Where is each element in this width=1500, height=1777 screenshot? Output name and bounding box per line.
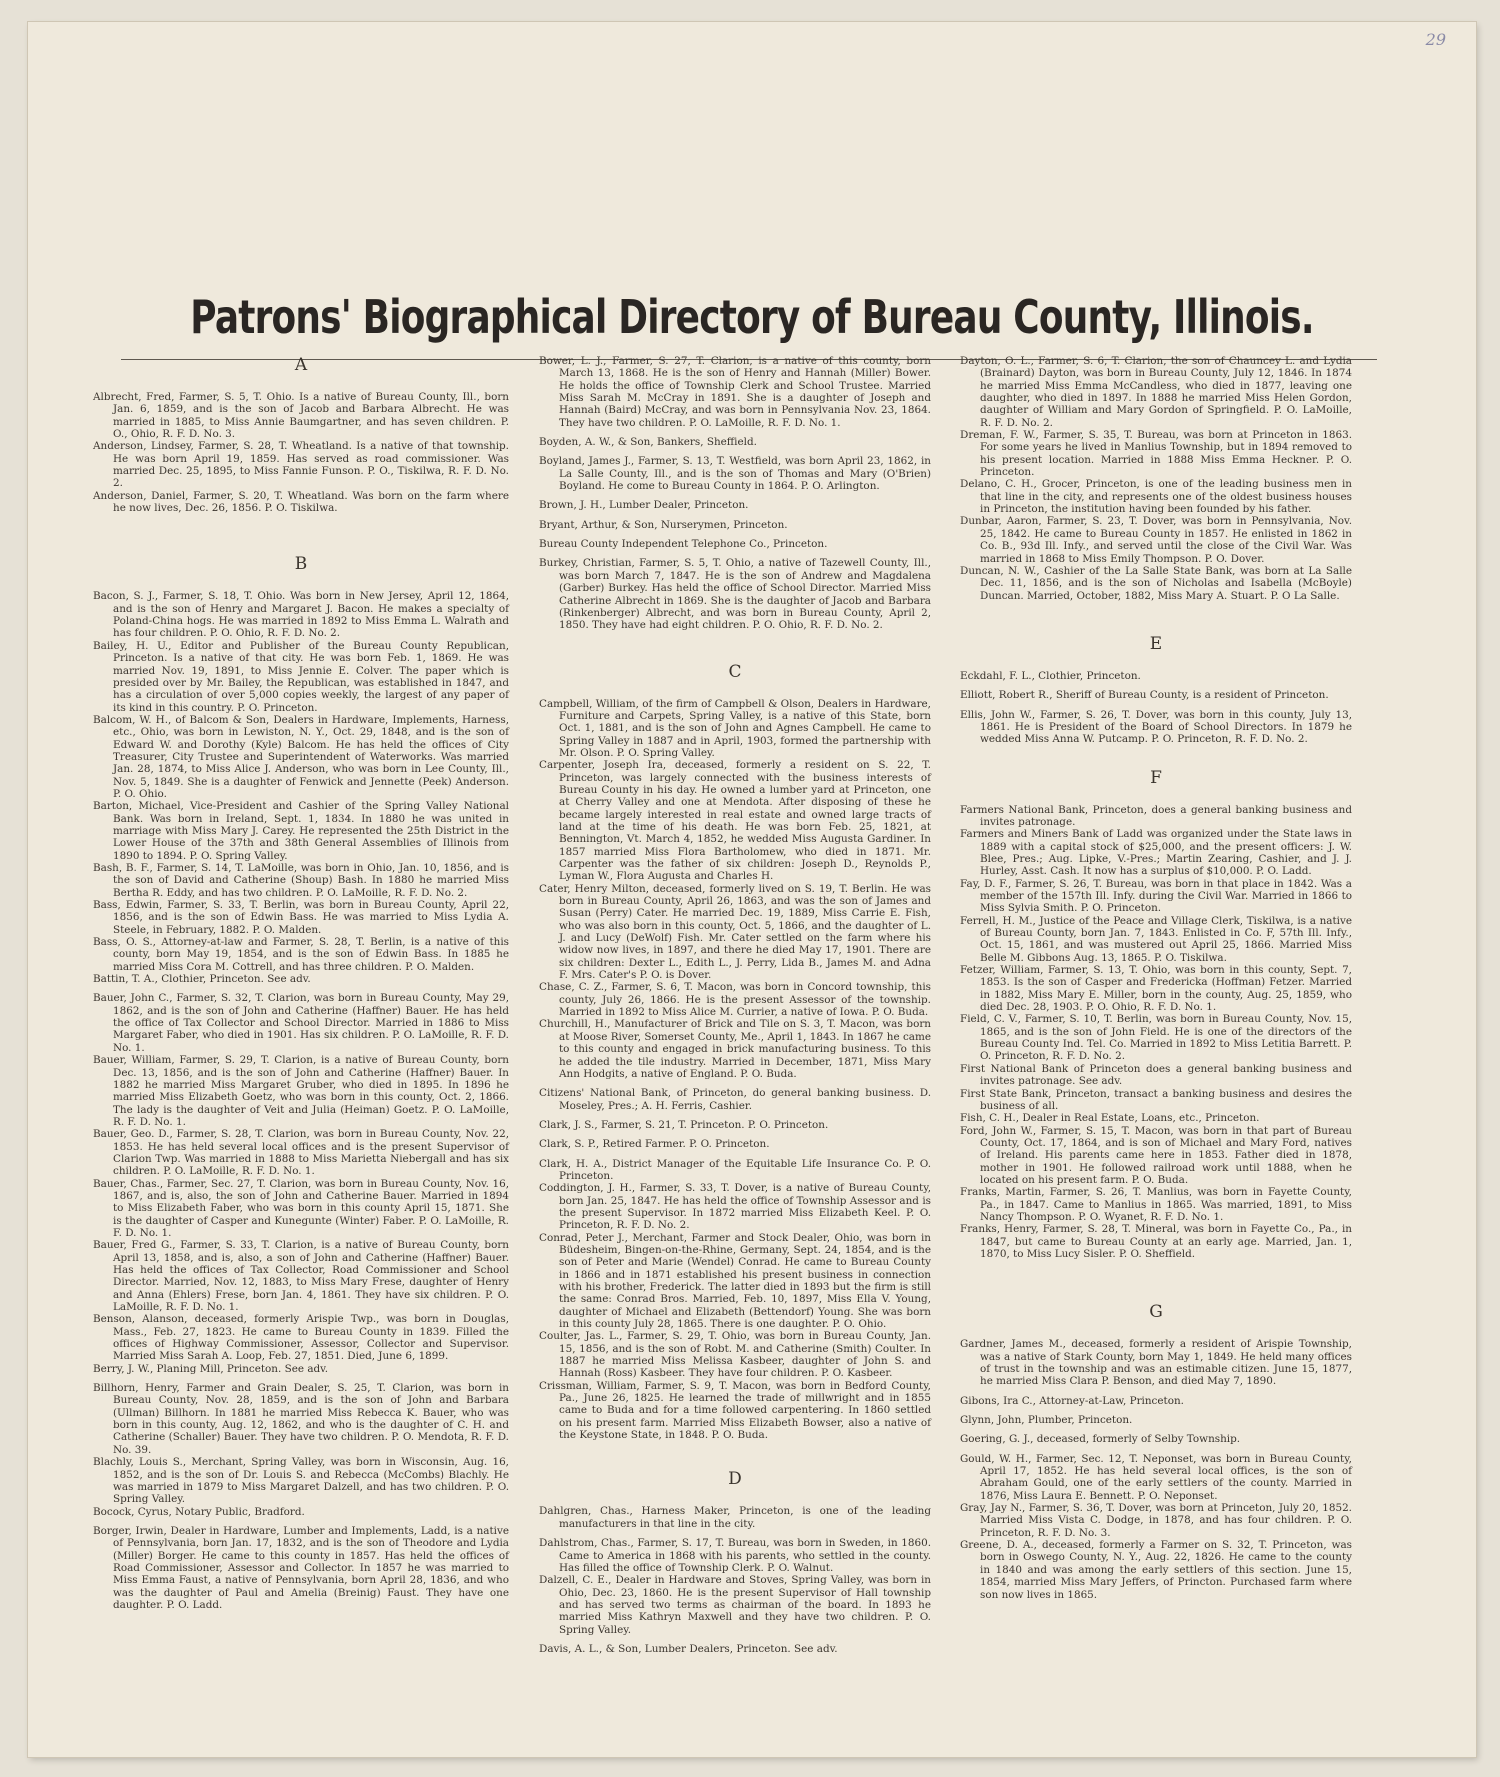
directory-entry: Ferrell, H. M., Justice of the Peace and Village Clerk, Tiskilwa, is a native of Bureau County, born Jan. 7, 1843. Enlisted in Co. F, 57th Ill. Infy., Oct. 15, 1861, and was mustered out April 25, 1866. Married Miss Belle M. Gibbons Aug. 13, 1865. P. O. Tiskilwa. <box>960 914 1352 964</box>
directory-entry: Glynn, John, Plumber, Princeton. <box>960 1414 1133 1427</box>
directory-entry: Bauer, William, Farmer, S. 29, T. Clarion, is a native of Bureau County, born Dec. 13, 1856, and is the son of John and Catherine (Haffner) Bauer. In 1882 he married Miss Margaret Gruber, who died in 1895. In 1896 he married Miss Elizabeth Goetz, who was born in this county, Oct. 2, 1866. The lady is the daughter of Veit and Julia (Heiman) Goetz. P. O. LaMoille, R. F. D. No. 1. <box>93 1054 509 1128</box>
directory-entry: Delano, C. H., Grocer, Princeton, is one of the leading business men in that line in the city, and represents one of the oldest business houses in Princeton, the institution having been founded by his father. <box>960 478 1352 516</box>
directory-entry: First State Bank, Princeton, transact a banking business and desires the business of all. <box>960 1087 1352 1112</box>
directory-section <box>960 768 1352 1261</box>
directory-entry: Coddington, J. H., Farmer, S. 33, T. Dover, is a native of Bureau County, born Jan. 25, 1847. He has held the office of Township Assessor and is the present Supervisor. In 1872 married Miss Elizabeth Keel. P. O. Princeton, R. F. D. No. 2. <box>539 1182 931 1232</box>
directory-entry: Battin, T. A., Clothier, Princeton. See adv. <box>93 973 311 986</box>
section-letter: G <box>1149 1302 1163 1323</box>
directory-entry: Bass, O. S., Attorney-at-law and Farmer, S. 28, T. Berlin, is a native of this county, born May 19, 1854, and is the son of Edwin Bass. In 1885 he married Miss Cora M. Cottrell, and has three children. P. O. Malden. <box>93 936 509 973</box>
directory-entry: Churchill, H., Manufacturer of Brick and Tile on S. 3, T. Macon, was born at Moose River, Somerset County, Me., April 1, 1843. In 1867 he came to this county and engaged in brick manufacturing business. To this he added the tile industry. Married in December, 1871, Miss Mary Ann Hodgits, a native of England. P. O. Buda. <box>539 1018 931 1080</box>
directory-entry: Boyden, A. W., & Son, Bankers, Sheffield. <box>539 436 757 449</box>
directory-entry: Berry, J. W., Planing Mill, Princeton. See adv. <box>93 1362 329 1375</box>
directory-entry: Ellis, John W., Farmer, S. 26, T. Dover, was born in this county, July 13, 1861. He is President of the Board of School Directors. In 1879 he wedded Miss Anna W. Putcamp. P. O. Princeton, R. F. D. No. 2. <box>960 708 1352 746</box>
directory-entry: Brown, J. H., Lumber Dealer, Princeton. <box>539 499 749 512</box>
directory-entry: Farmers National Bank, Princeton, does a general banking business and invites patronage. <box>960 803 1352 828</box>
directory-entry: Anderson, Daniel, Farmer, S. 20, T. Wheatland. Was born on the farm where he now lives, Dec. 26, 1856. P. O. Tiskilwa. <box>93 489 509 515</box>
directory-entry: Clark, J. S., Farmer, S. 21, T. Princeton. P. O. Princeton. <box>539 1118 829 1131</box>
directory-entry: Dahlstrom, Chas., Farmer, S. 17, T. Bureau, was born in Sweden, in 1860. Came to America in 1868 with his parents, who settled in the county. Has filled the office of Township Clerk. P. O. Walnut. <box>539 1537 931 1574</box>
directory-entry: Chase, C. Z., Farmer, S. 6, T. Macon, was born in Concord township, this county, July 26, 1866. He is the present Assessor of the township. Married in 1892 to Miss Alice M. Currier, a native of Iowa. P. O. Buda. <box>539 981 931 1019</box>
directory-section <box>960 634 1352 746</box>
section-letter: B <box>294 554 308 575</box>
directory-section <box>93 355 509 514</box>
directory-entry: Gibons, Ira C., Attorney-at-Law, Princeton. <box>960 1394 1184 1407</box>
directory-entry: Conrad, Peter J., Merchant, Farmer and Stock Dealer, Ohio, was born in Büdesheim, Bingen-on-the-Rhine, Germany, Sept. 24, 1854, and is the son of Peter and Marie (Wendel) Conrad. He came to Bureau County in 1866 and in 1871 established his present business in connection with his brother, Frederick. The latter died in 1893 but the firm is still the same: Conrad Bros. Married, Feb. 10, 1897, Miss Ella V. Young, daughter of Michael and Elizabeth (Bettendorf) Young. She was born in this county July 28, 1865. There is one daughter. P. O. Ohio. <box>539 1231 931 1331</box>
directory-entry: Clark, H. A., District Manager of the Equitable Life Insurance Co. P. O. Princeton. <box>539 1157 931 1182</box>
directory-entry: Elliott, Robert R., Sheriff of Bureau County, is a resident of Princeton. <box>960 689 1329 702</box>
directory-entry: Gray, Jay N., Farmer, S. 36, T. Dover, was born at Princeton, July 20, 1852. Married Miss Vista C. Dodge, in 1878, and has four children. P. O. Princeton, R. F. D. No. 3. <box>960 1502 1352 1539</box>
directory-entry: Franks, Martin, Farmer, S. 26, T. Manlius, was born in Fayette County, Pa., in 1847. Came to Manlius in 1865. Was married, 1891, to Miss Nancy Thompson. P. O. Wyanet, R. F. D. No. 1. <box>960 1186 1352 1223</box>
directory-entry: Fish, C. H., Dealer in Real Estate, Loans, etc., Princeton. <box>960 1112 1260 1125</box>
directory-entry: Dreman, F. W., Farmer, S. 35, T. Bureau, was born at Princeton in 1863. For some years he lived in Manlius Township, but in 1894 removed to his present location. Married in 1888 Miss Emma Heckner. P. O. Princeton. <box>960 429 1352 479</box>
directory-section <box>960 1302 1352 1601</box>
directory-entry: Bower, L. J., Farmer, S. 27, T. Clarion, is a native of this county, born March 13, 1868. He is the son of Henry and Hannah (Miller) Bower. He holds the office of Township Clerk and School Trustee. Married Miss Sarah M. McCray in 1891. She is a daughter of Joseph and Hannah (Baird) McCray, and was born in Pennsylvania Nov. 23, 1864. They have two children. P. O. LaMoille, R. F. D. No. 1. <box>539 355 931 429</box>
section-letter: A <box>294 355 308 375</box>
directory-entry: Citizens' National Bank, of Princeton, do general banking business. D. Moseley, Pres.; A. H. Ferris, Cashier. <box>539 1087 931 1112</box>
directory-entry: Barton, Michael, Vice-President and Cashier of the Spring Valley National Bank. Was born in Ireland, Sept. 1, 1834. In 1880 he was united in marriage with Miss Mary J. Carey. He represented the 25th District in the Lower House of the 37th and 38th General Assemblies of Illinois from 1890 to 1894. P. O. Spring Valley. <box>93 800 509 862</box>
directory-section <box>539 355 931 632</box>
directory-entry: Bauer, John C., Farmer, S. 32, T. Clarion, was born in Bureau County, May 29, 1862, and is the son of John and Catherine (Haffner) Bauer. He has held the office of Tax Collector and School Director. Married in 1886 to Miss Margaret Faber, who died in 1901. Has six children. P. O. LaMoille, R. F. D. No. 1. <box>93 992 509 1054</box>
directory-entry: Goering, G. J., deceased, formerly of Selby Township. <box>960 1433 1241 1446</box>
directory-entry: Bryant, Arthur, & Son, Nurserymen, Princeton. <box>539 518 788 531</box>
directory-entry: Fetzer, William, Farmer, S. 13, T. Ohio, was born in this county, Sept. 7, 1853. Is the son of Casper and Fredericka (Hoffman) Fetzer. Married in 1882, Miss Mary E. Miller, born in the county, Aug. 25, 1859, who died Dec. 28, 1903. P. O. Ohio, R. F. D. No. 1. <box>960 964 1352 1014</box>
directory-entry: Bauer, Chas., Farmer, Sec. 27, T. Clarion, was born in Bureau County, Nov. 16, 1867, and is, also, the son of John and Catherine Bauer. Married in 1894 to Miss Elizabeth Faber, who was born in this county April 15, 1871. She is the daughter of Casper and Kunegunte (Winter) Faber. P. O. LaMoille, R. F. D. No. 1. <box>93 1177 509 1239</box>
directory-entry: Ford, John W., Farmer, S. 15, T. Macon, was born in that part of Bureau County, Oct. 17, 1864, and is son of Michael and Mary Ford, natives of Ireland. His parents came here in 1853. Father died in 1878, mother in 1901. He followed railroad work until 1888, when he located on his present farm. P. O. Buda. <box>960 1124 1352 1186</box>
section-letter: F <box>1150 767 1162 788</box>
directory-entry: Crissman, William, Farmer, S. 9, T. Macon, was born in Bedford County, Pa., June 26, 1825. He learned the trade of millwright and in 1855 came to Buda and for a time followed carpentering. In 1860 settled on his present farm. Married Miss Elizabeth Bowser, also a native of the Keystone State, in 1848. P. O. Buda. <box>539 1379 931 1442</box>
directory-entry: Farmers and Miners Bank of Ladd was organized under the State laws in 1889 with a capital stock of $25,000, and the present officers: J. W. Blee, Pres.; Aug. Lipke, V.-Pres.; Martin Zearing, Cashier, and J. J. Hurley, Asst. Cash. It now has a surplus of $10,000. P. O. Ladd. <box>960 828 1352 878</box>
directory-entry: Field, C. V., Farmer, S. 10, T. Berlin, was born in Bureau County, Nov. 15, 1865, and is the son of John Field. He is one of the directors of the Bureau County Ind. Tel. Co. Married in 1892 to Miss Letitia Barrett. P. O. Princeton, R. F. D. No. 2. <box>960 1013 1352 1063</box>
page-title: Patrons' Biographical Directory of Bureau County, Illinois. <box>190 290 1314 344</box>
directory-entry: Bauer, Fred G., Farmer, S. 33, T. Clarion, is a native of Bureau County, born April 13, 1858, and is, also, a son of John and Catherine (Haffner) Bauer. Has held the offices of Tax Collector, Road Commissioner and School Director. Married, Nov. 12, 1883, to Miss Mary Frese, daughter of Henry and Anna (Ehlers) Frese, born Jan. 4, 1861. They have six children. P. O. LaMoille, R. F. D. No. 1. <box>93 1239 509 1314</box>
directory-entry: Bailey, H. U., Editor and Publisher of the Bureau County Republican, Princeton. Is a native of that city. He was born Feb. 1, 1869. He was married Nov. 19, 1891, to Miss Jennie E. Colver. The paper which is presided over by Mr. Bailey, the Republican, was established in 1847, and has a circulation of over 5,000 copies weekly, the largest of any paper of its kind in this country. P. O. Princeton. <box>93 639 509 714</box>
directory-entry: Dahlgren, Chas., Harness Maker, Princeton, is one of the leading manufacturers in that line in the city. <box>539 1505 931 1530</box>
directory-entry: Benson, Alanson, deceased, formerly Arispie Twp., was born in Douglas, Mass., Feb. 27, 1823. He came to Bureau County in 1839. Filled the offices of Highway Commissioner, Assessor, Collector and Supervisor. Married Miss Sarah A. Loop, Feb. 27, 1851. Died, June 6, 1899. <box>93 1313 509 1363</box>
directory-entry: Duncan, N. W., Cashier of the La Salle State Bank, was born at La Salle Dec. 11, 1856, and is the son of Nicholas and Isabella (McBoyle) Duncan. Married, October, 1882, Miss Mary A. Stuart. P. O La Salle. <box>960 564 1352 602</box>
directory-entry: Eckdahl, F. L., Clothier, Princeton. <box>960 669 1141 682</box>
directory-entry: Bash, B. F., Farmer, S. 14, T. LaMoille, was born in Ohio, Jan. 10, 1856, and is the son of David and Catherine (Shoup) Bash. In 1880 he married Miss Bertha R. Eddy, and has two children. P. O. LaMoille, R. F. D. No. 2. <box>93 862 509 899</box>
directory-entry: Gould, W. H., Farmer, Sec. 12, T. Neponset, was born in Bureau County, April 17, 1852. He has held several local offices, is the son of Abraham Gould, one of the early settlers of the county. Married in 1876, Miss Laura E. Bennett. P. O. Neponset. <box>960 1452 1352 1502</box>
directory-column-1 <box>93 355 509 1611</box>
directory-entry: Bass, Edwin, Farmer, S. 33, T. Berlin, was born in Bureau County, April 22, 1856, and is the son of Edwin Bass. He was married to Miss Lydia A. Steele, in February, 1882. P. O. Malden. <box>93 899 509 936</box>
directory-section <box>960 355 1352 602</box>
directory-entry: Davis, A. L., & Son, Lumber Dealers, Princeton. See adv. <box>539 1642 838 1655</box>
directory-section <box>539 1469 931 1655</box>
directory-entry: Bureau County Independent Telephone Co., Princeton. <box>539 538 828 551</box>
directory-entry: Clark, S. P., Retired Farmer. P. O. Princeton. <box>539 1138 770 1151</box>
directory-entry: Blachly, Louis S., Merchant, Spring Valley, was born in Wisconsin, Aug. 16, 1852, and is the son of Dr. Louis S. and Rebecca (McCombs) Blachly. He was married in 1879 to Miss Margaret Dalzell, and has two children. P. O. Spring Valley. <box>93 1456 509 1506</box>
directory-entry: Bocock, Cyrus, Notary Public, Bradford. <box>93 1505 305 1518</box>
directory-entry: Borger, Irwin, Dealer in Hardware, Lumber and Implements, Ladd, is a native of Pennsylvania, born Jan. 17, 1832, and is the son of Theodore and Lydia (Miller) Borger. He came to this county in 1857. Has held the offices of Road Commissioner, Assessor and Collector. In 1857 he was married to Miss Emma Faust, a native of Pennsylvania, born April 28, 1836, and who was the daughter of Paul and Amelia (Breinig) Faust. They have one daughter. P. O. Ladd. <box>93 1524 509 1611</box>
section-letter: C <box>728 661 742 682</box>
section-letter: E <box>1149 633 1163 654</box>
directory-entry: Anderson, Lindsey, Farmer, S. 28, T. Wheatland. Is a native of that township. He was born April 19, 1859. Has served as road commissioner. Was married Dec. 25, 1895, to Miss Fannie Funson. P. O., Tiskilwa, R. F. D. No. 2. <box>93 440 509 490</box>
section-letter: D <box>728 1469 742 1490</box>
directory-entry: Billhorn, Henry, Farmer and Grain Dealer, S. 25, T. Clarion, was born in Bureau County, Nov. 28, 1859, and is the son of John and Barbara (Ullman) Billhorn. In 1881 he married Miss Rebecca K. Bauer, who was born in this county, Aug. 12, 1862, and who is the daughter of C. H. and Catherine (Schaller) Bauer. They have two children. P. O. Mendota, R. F. D. No. 39. <box>93 1382 509 1456</box>
directory-entry: First National Bank of Princeton does a general banking business and invites patronage. See adv. <box>960 1062 1352 1088</box>
directory-section <box>539 662 931 1442</box>
directory-entry: Dunbar, Aaron, Farmer, S. 23, T. Dover, was born in Pennsylvania, Nov. 25, 1842. He came to Bureau County in 1857. He enlisted in 1862 in Co. B., 93d Ill. Infy., and served until the close of the Civil War. Was married in 1868 to Miss Emily Thompson. P. O. Dover. <box>960 515 1352 565</box>
directory-entry: Franks, Henry, Farmer, S. 28, T. Mineral, was born in Fayette Co., Pa., in 1847, but came to Bureau County at an early age. Married, Jan. 1, 1870, to Miss Lucy Sisler. P. O. Sheffield. <box>960 1223 1352 1260</box>
directory-entry: Campbell, William, of the firm of Campbell & Olson, Dealers in Hardware, Furniture and Carpets, Spring Valley, is a native of this State, born Oct. 1, 1881, and is the son of John and Agnes Campbell. He came to Spring Valley in 1887 and in April, 1903, formed the partnership with Mr. Olson. P. O. Spring Valley. <box>539 697 931 759</box>
directory-entry: Albrecht, Fred, Farmer, S. 5, T. Ohio. Is a native of Bureau County, Ill., born Jan. 6, 1859, and is the son of Jacob and Barbara Albrecht. He was married in 1885, to Miss Annie Baumgartner, and has seven children. P. O., Ohio, R. F. D. No. 3. <box>93 391 509 441</box>
directory-entry: Dalzell, C. E., Dealer in Hardware and Stoves, Spring Valley, was born in Ohio, Dec. 23, 1860. He is the present Supervisor of Hall township and has served two terms as chairman of the board. In 1893 he married Miss Kathryn Maxwell and they have two children. P. O. Spring Valley. <box>539 1574 931 1636</box>
directory-entry: Fay, D. F., Farmer, S. 26, T. Bureau, was born in that place in 1842. Was a member of the 157th Ill. Infy. during the Civil War. Married in 1866 to Miss Sylvia Smith. P. O. Princeton. <box>960 877 1352 915</box>
directory-entry: Cater, Henry Milton, deceased, formerly lived on S. 19, T. Berlin. He was born in Bureau County, April 26, 1863, and was the son of James and Susan (Perry) Cater. He married Dec. 19, 1889, Miss Carrie E. Fish, who was also born in this county, Oct. 5, 1866, and the daughter of L. J. and Lucy (DeWolf) Fish. Mr. Cater settled on the farm where his widow now lives, in 1897, and there he died May 17, 1901. There are six children: Dexter L., Edith L., J. Perry, Lida B., James M. and Adna F. Mrs. Cater's P. O. is Dover. <box>539 882 931 982</box>
directory-entry: Burkey, Christian, Farmer, S. 5, T. Ohio, a native of Tazewell County, Ill., was born March 7, 1847. He is the son of Andrew and Magdalena (Garber) Burkey. Has held the office of School Director. Married Miss Catherine Albrecht in 1869. She is the daughter of Jacob and Barbara (Rinkenberger) Albrecht, and was born in Bureau County, April 2, 1850. They have had eight children. P. O. Ohio, R. F. D. No. 2. <box>539 557 931 632</box>
page-number: 29 <box>1425 30 1446 49</box>
directory-entry: Greene, D. A., deceased, formerly a Farmer on S. 32, T. Princeton, was born in Oswego County, N. Y., Aug. 22, 1826. He came to the county in 1840 and was among the early settlers of this section. June 15, 1854, married Miss Mary Jeffers, of Princton. Purchased farm where son now lives in 1865. <box>960 1539 1352 1601</box>
directory-entry: Bauer, Geo. D., Farmer, S. 28, T. Clarion, was born in Bureau County, Nov. 22, 1853. He has held several local offices and is the present Supervisor of Clarion Twp. Was married in 1888 to Miss Marietta Niebergall and has six children. P. O. LaMoille, R. F. D. No. 1. <box>93 1128 509 1178</box>
directory-entry: Gardner, James M., deceased, formerly a resident of Arispie Township, was a native of Stark County, born May 1, 1849. He held many offices of trust in the township and was an estimable citizen. June 15, 1877, he married Miss Clara P. Benson, and died May 7, 1890. <box>960 1338 1352 1388</box>
directory-section <box>93 554 509 1611</box>
directory-column-3 <box>960 355 1352 1601</box>
directory-entry: Bacon, S. J., Farmer, S. 18, T. Ohio. Was born in New Jersey, April 12, 1864, and is the son of Henry and Margaret J. Bacon. He makes a specialty of Poland-China hogs. He was married in 1892 to Miss Emma L. Walrath and has four children. P. O. Ohio, R. F. D. No. 2. <box>93 590 509 640</box>
directory-entry: Dayton, O. L., Farmer, S. 6, T. Clarion, the son of Chauncey L. and Lydia (Brainard) Dayton, was born in Bureau County, July 12, 1846. In 1874 he married Miss Emma McCandless, who died in 1877, leaving one daughter, who died in 1897. In 1888 he married Miss Helen Gordon, daughter of William and Mary Gordon of Springfield. P. O. LaMoille, R. F. D. No. 2. <box>960 355 1352 429</box>
directory-entry: Coulter, Jas. L., Farmer, S. 29, T. Ohio, was born in Bureau County, Jan. 15, 1856, and is the son of Robt. M. and Catherine (Smith) Coulter. In 1887 he married Miss Melissa Kasbeer, daughter of John S. and Hannah (Ross) Kasbeer. They have four children. P. O. Kasbeer. <box>539 1330 931 1380</box>
directory-entry: Carpenter, Joseph Ira, deceased, formerly a resident on S. 22, T. Princeton, was largely connected with the business interests of Bureau County in his day. He owned a lumber yard at Princeton, one at Cherry Valley and one at Mendota. After disposing of these he became largely interested in real estate and owned large tracts of land at the time of his death. He was born Feb. 25, 1821, at Bennington, Vt. March 4, 1852, he wedded Miss Augusta Gardiner. In 1857 married Miss Flora Bartholomew, who died in 1871. Mr. Carpenter was the father of six children: Joseph D., Reynolds P., Lyman W., Flora Augusta and Charles H. <box>539 759 931 883</box>
directory-column-2 <box>539 355 931 1655</box>
directory-entry: Boyland, James J., Farmer, S. 13, T. Westfield, was born April 23, 1862, in La Salle County, Ill., and is the son of Thomas and Mary (O'Brien) Boyland. He come to Bureau County in 1864. P. O. Arlington. <box>539 455 931 493</box>
directory-entry: Balcom, W. H., of Balcom & Son, Dealers in Hardware, Implements, Harness, etc., Ohio, was born in Lewiston, N. Y., Oct. 29, 1848, and is the son of Edward W. and Dorothy (Kyle) Balcom. He has held the offices of City Treasurer, City Trustee and Superintendent of Waterworks. Was married Jan. 28, 1874, to Miss Alice J. Anderson, who was born in Lee County, Ill., Nov. 5, 1849. She is a daughter of Fenwick and Jennette (Peek) Anderson. P. O. Ohio. <box>93 713 509 800</box>
